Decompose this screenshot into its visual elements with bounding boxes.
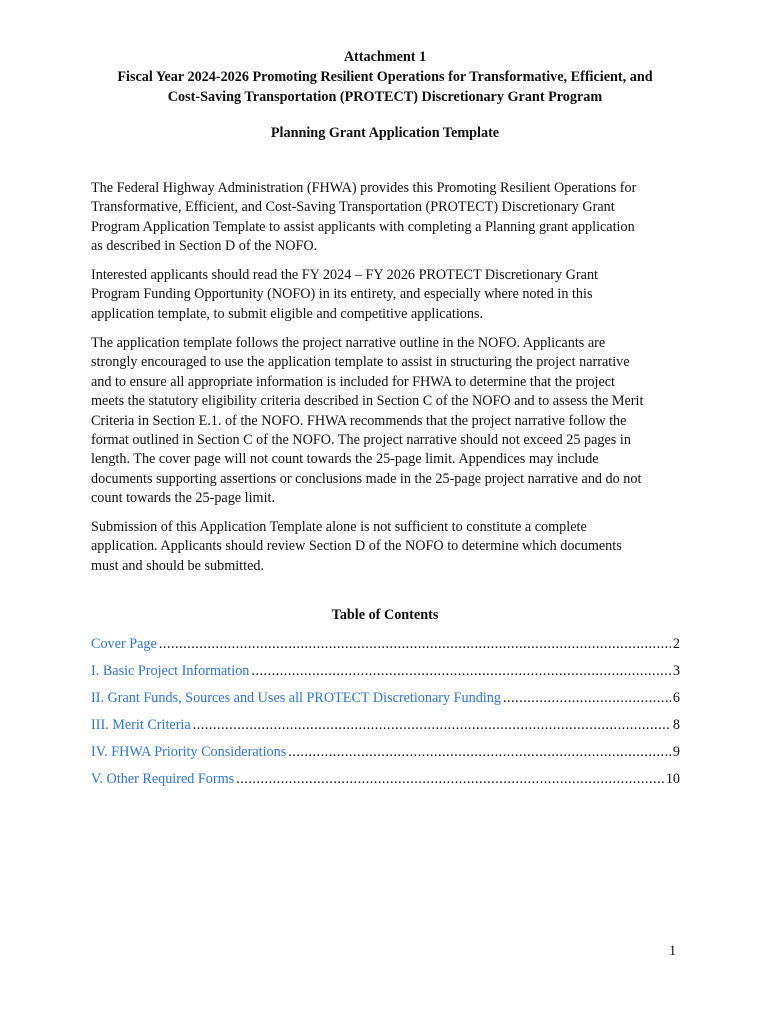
- paragraph-intro: [91, 179, 691, 257]
- toc-leader: [193, 715, 671, 735]
- toc-leader: [236, 769, 664, 789]
- text-line: must and should be submitted.: [91, 557, 265, 574]
- text-line: The Federal Highway Administration (FHWA) provides this Promoting Resilient Operations for: [91, 180, 637, 196]
- page-number: 1: [669, 943, 677, 959]
- toc-leader: [251, 661, 671, 681]
- toc-link-merit-criteria[interactable]: III. Merit Criteria: [91, 717, 191, 733]
- text-line: Criteria in Section E.1. of the NOFO. FHWA recommends that the project narrative follow the: [91, 412, 627, 429]
- text-line: length. The cover page will not count towards the 25-page limit. Appendices may include: [91, 451, 599, 468]
- toc-entry-other-required-forms: [91, 769, 680, 796]
- text-line: count towards the 25-page limit.: [91, 490, 276, 507]
- toc-page-number: 9: [672, 744, 680, 760]
- toc-entry-fhwa-priority: [91, 742, 680, 769]
- toc-link-other-required-forms[interactable]: V. Other Required Forms: [91, 771, 235, 787]
- table-of-contents: [91, 634, 680, 796]
- paragraph-nofo: [91, 266, 691, 324]
- text-line: application. Applicants should review Section D of the NOFO to determine which documents: [91, 538, 622, 555]
- toc-leader: [288, 742, 671, 762]
- document-header: [60, 47, 710, 107]
- text-line: format outlined in Section C of the NOFO. The project narrative should not exceed 25 pages in: [91, 432, 631, 449]
- toc-entry-basic-project-information: [91, 661, 680, 688]
- attachment-label: Attachment 1: [343, 49, 427, 65]
- text-line: as described in Section D of the NOFO.: [91, 238, 318, 255]
- toc-entry-cover-page: [91, 634, 680, 661]
- toc-page-number: 3: [672, 663, 680, 679]
- toc-page-number: 2: [672, 636, 680, 652]
- toc-link-grant-funds[interactable]: II. Grant Funds, Sources and Uses all PROTECT Discretionary Funding: [91, 690, 501, 706]
- text-line: Program Application Template to assist applicants with completing a Planning grant application: [91, 218, 635, 235]
- toc-entry-merit-criteria: [91, 715, 680, 742]
- text-line: The application template follows the project narrative outline in the NOFO. Applicants are: [91, 335, 606, 351]
- text-line: Interested applicants should read the FY 2024 – FY 2026 PROTECT Discretionary Grant: [91, 267, 598, 283]
- toc-link-cover-page[interactable]: Cover Page: [91, 636, 157, 652]
- toc-page-number: 6: [672, 690, 680, 706]
- text-line: Transformative, Efficient, and Cost-Saving Transportation (PROTECT) Discretionary Grant: [91, 199, 615, 216]
- program-title-line-2: Cost-Saving Transportation (PROTECT) Discretionary Grant Program: [167, 89, 603, 105]
- text-line: and to ensure all appropriate information is included for FHWA to determine that the project: [91, 373, 615, 390]
- text-line: Submission of this Application Template alone is not sufficient to constitute a complete: [91, 519, 587, 535]
- toc-link-fhwa-priority[interactable]: IV. FHWA Priority Considerations: [91, 744, 287, 760]
- toc-page-number: 10: [665, 771, 680, 787]
- paragraph-submission: [91, 518, 691, 576]
- template-subtitle: Planning Grant Application Template: [270, 125, 500, 141]
- toc-link-basic-project-information[interactable]: I. Basic Project Information: [91, 663, 250, 679]
- toc-leader: [159, 634, 671, 654]
- paragraph-template-outline: [91, 334, 691, 509]
- toc-entry-grant-funds: [91, 688, 680, 715]
- toc-leader: [503, 688, 671, 708]
- text-line: Program Funding Opportunity (NOFO) in its entirety, and especially where noted in this: [91, 286, 593, 303]
- program-title-line-1: Fiscal Year 2024-2026 Promoting Resilient Operations for Transformative, Efficient, and: [117, 69, 653, 85]
- toc-page-number: 8: [672, 717, 680, 733]
- text-line: application template, to submit eligible and competitive applications.: [91, 305, 484, 322]
- text-line: documents supporting assertions or conclusions made in the 25-page project narrative and do not: [91, 470, 642, 487]
- text-line: strongly encouraged to use the application template to assist in structuring the project narrative: [91, 354, 630, 371]
- toc-title: Table of Contents: [331, 607, 439, 623]
- text-line: meets the statutory eligibility criteria described in Section C of the NOFO and to assess the Merit: [91, 393, 644, 410]
